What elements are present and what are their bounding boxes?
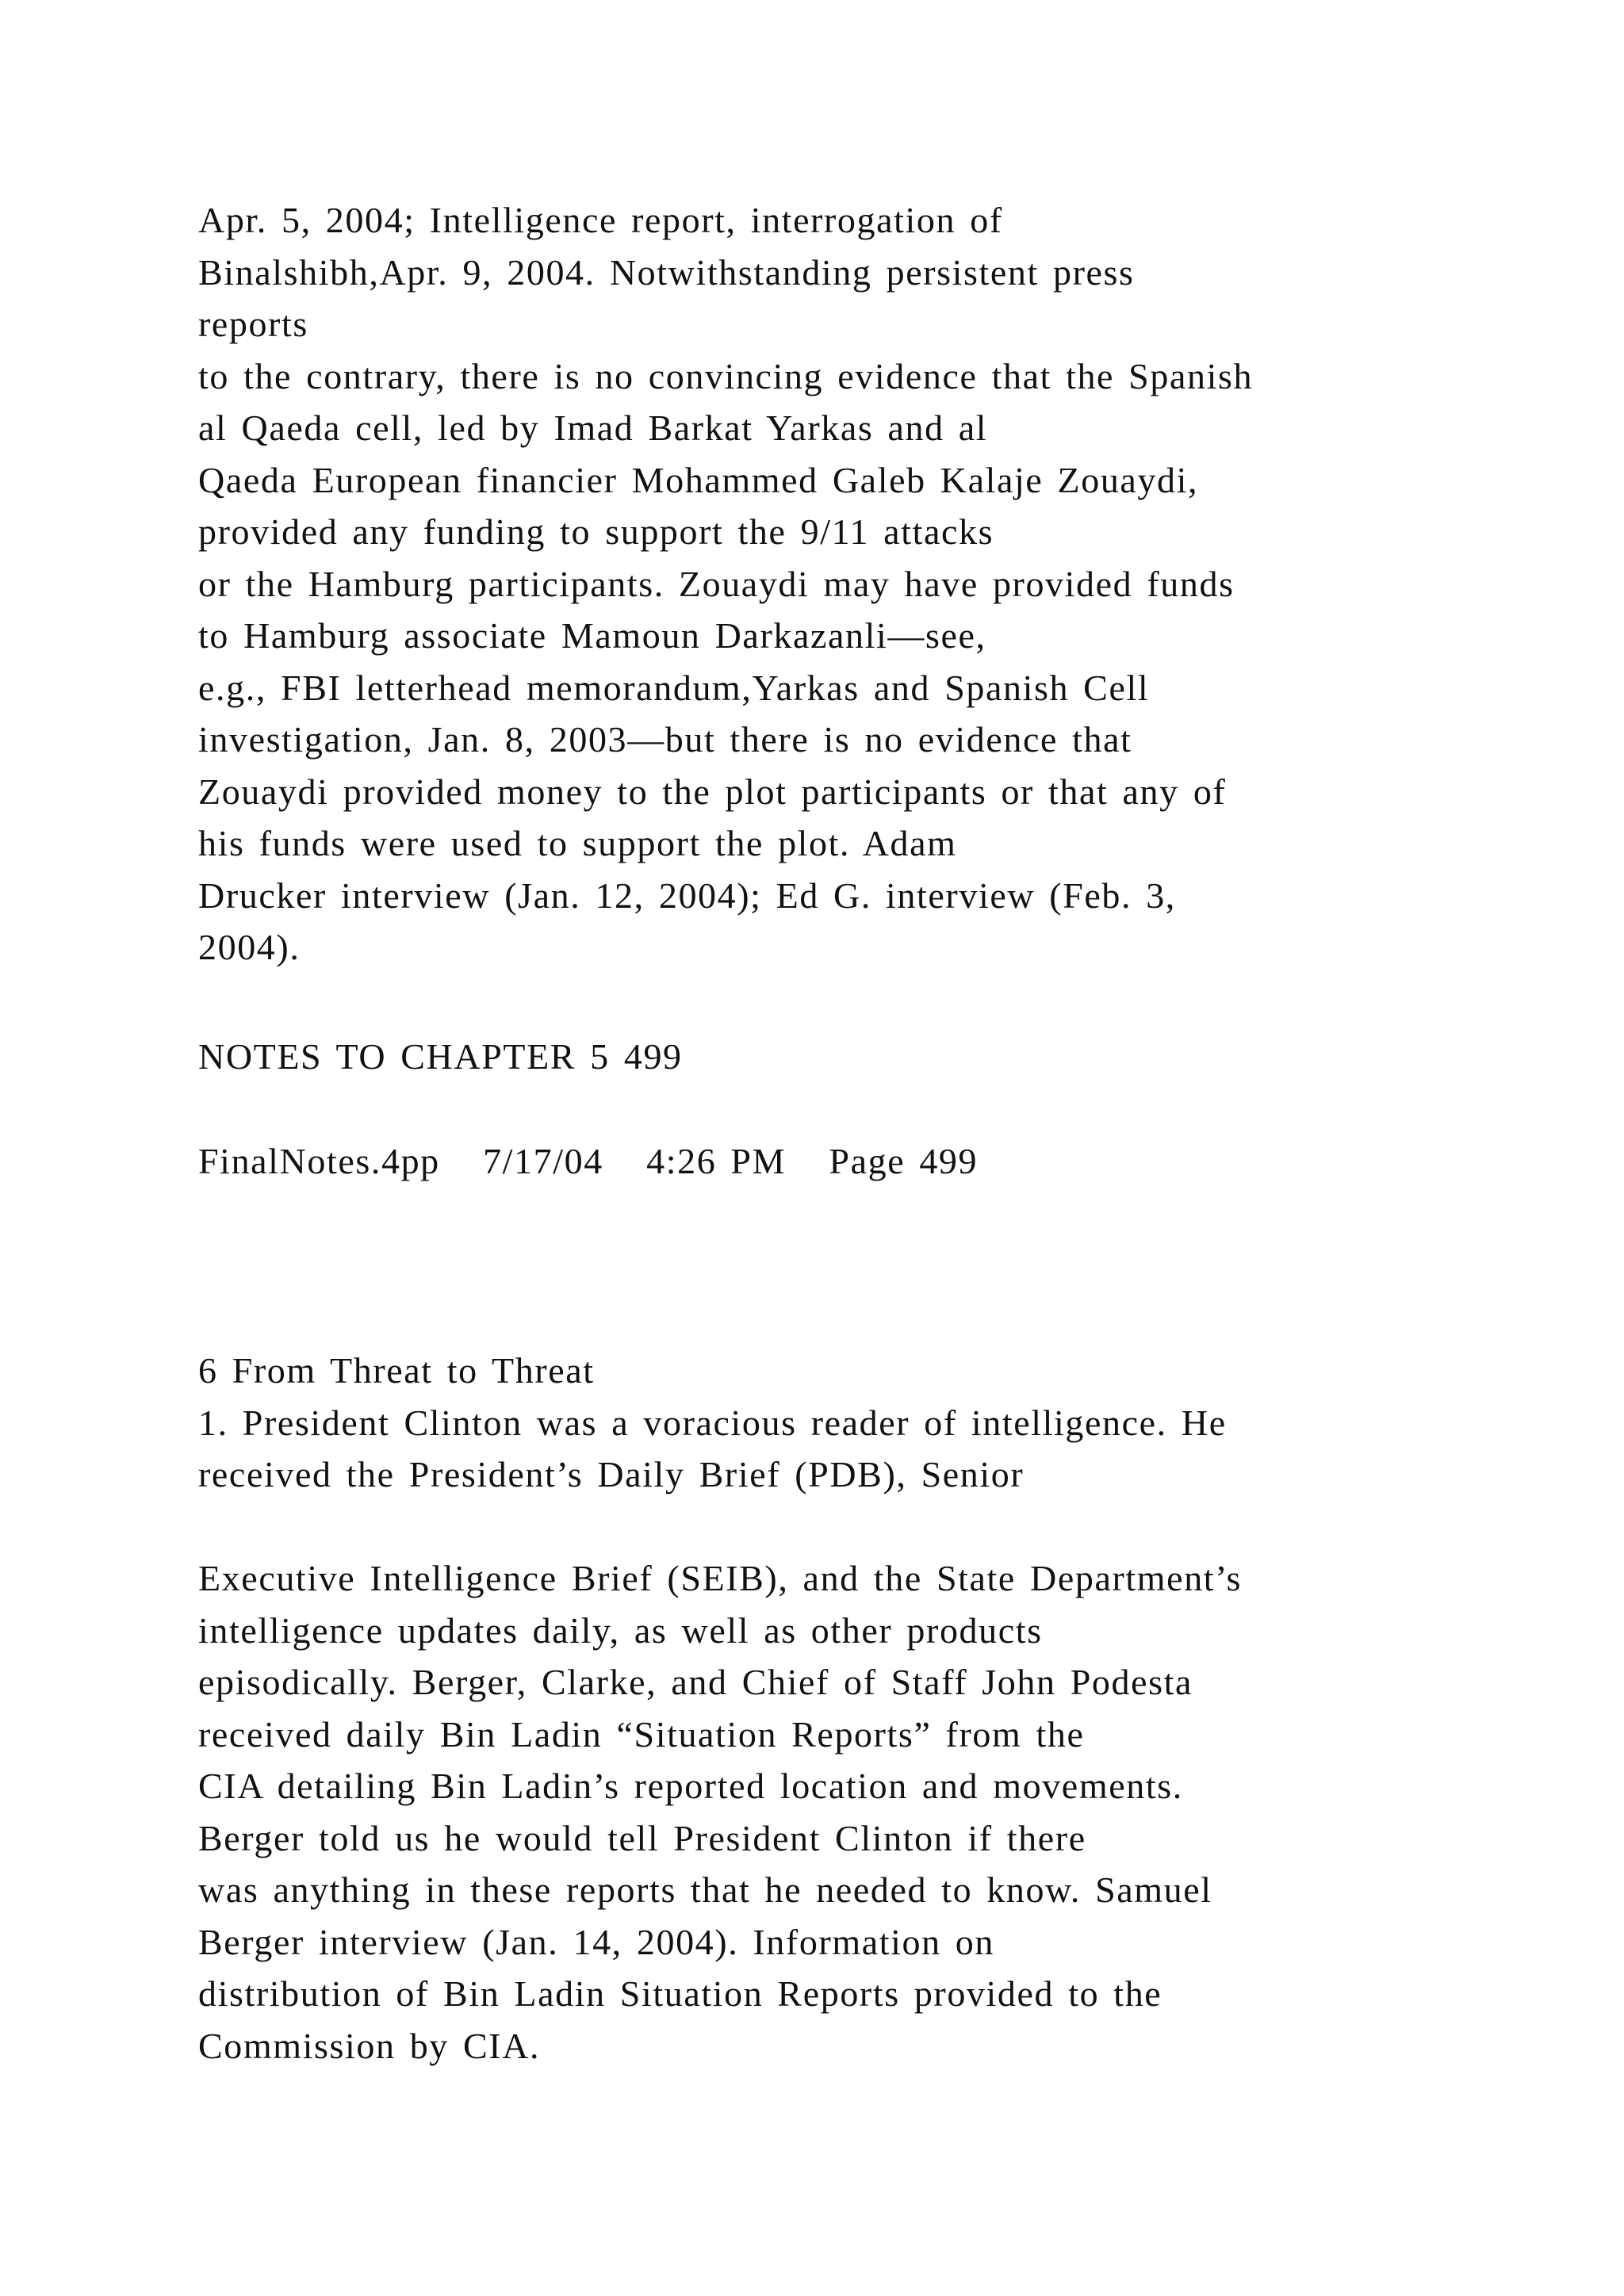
text-line: intelligence updates daily, as well as other products (198, 1609, 1043, 1651)
text-line: Executive Intelligence Brief (SEIB), and the State Department’s (198, 1558, 1243, 1598)
text-line: e.g., FBI letterhead memorandum,Yarkas and Spanish Cell (198, 667, 1150, 708)
text-line: 2004). (198, 927, 301, 967)
print-slug-text: FinalNotes.4pp 7/17/04 4:26 PM Page 499 (198, 1141, 979, 1181)
text-line: received the President’s Daily Brief (PDB), Senior (198, 1454, 1025, 1494)
chapter-notes-start (198, 1345, 1546, 1501)
print-slug (198, 1135, 1546, 1188)
text-line: Qaeda European financier Mohammed Galeb Kalaje Zouaydi, (198, 459, 1199, 500)
text-line: 1. President Clinton was a voracious reader of intelligence. He (198, 1402, 1227, 1443)
text-line: to Hamburg associate Mamoun Darkazanli—see, (198, 615, 986, 656)
text-line: Binalshibh,Apr. 9, 2004. Notwithstanding persistent press (198, 251, 1135, 293)
text-line: al Qaeda cell, led by Imad Barkat Yarkas and al (198, 408, 988, 448)
text-line: received daily Bin Ladin “Situation Reports” from the (198, 1713, 1085, 1755)
note-1-continued-paragraph (198, 1552, 1546, 2072)
running-footer-text: NOTES TO CHAPTER 5 499 (198, 1036, 683, 1077)
text-line: reports (198, 304, 308, 344)
text-line: Zouaydi provided money to the plot participants or that any of (198, 771, 1227, 812)
text-line: distribution of Bin Ladin Situation Reports provided to the (198, 1973, 1162, 2014)
text-line: Commission by CIA. (198, 2025, 541, 2066)
text-line: Berger told us he would tell President Clinton if there (198, 1817, 1086, 1858)
text-line: Drucker interview (Jan. 12, 2004); Ed G. interview (Feb. 3, (198, 874, 1176, 916)
text-line: CIA detailing Bin Ladin’s reported location and movements. (198, 1766, 1183, 1806)
text-line: his funds were used to support the plot. Adam (198, 823, 957, 863)
running-footer (198, 1031, 1546, 1083)
text-line: or the Hamburg participants. Zouaydi may have provided funds (198, 563, 1235, 604)
text-line: was anything in these reports that he needed to know. Samuel (198, 1869, 1212, 1910)
note-continuation-paragraph (198, 194, 1546, 974)
text-line: provided any funding to support the 9/11 attacks (198, 511, 994, 552)
text-line: Apr. 5, 2004; Intelligence report, interrogation of (198, 200, 1003, 240)
text-line: to the contrary, there is no convincing evidence that the Spanish (198, 355, 1254, 396)
text-line: investigation, Jan. 8, 2003—but there is no evidence that (198, 719, 1132, 760)
text-line: episodically. Berger, Clarke, and Chief of Staff John Podesta (198, 1662, 1193, 1702)
text-line: Berger interview (Jan. 14, 2004). Information on (198, 1921, 995, 1962)
chapter-heading: 6 From Threat to Threat (198, 1350, 595, 1391)
